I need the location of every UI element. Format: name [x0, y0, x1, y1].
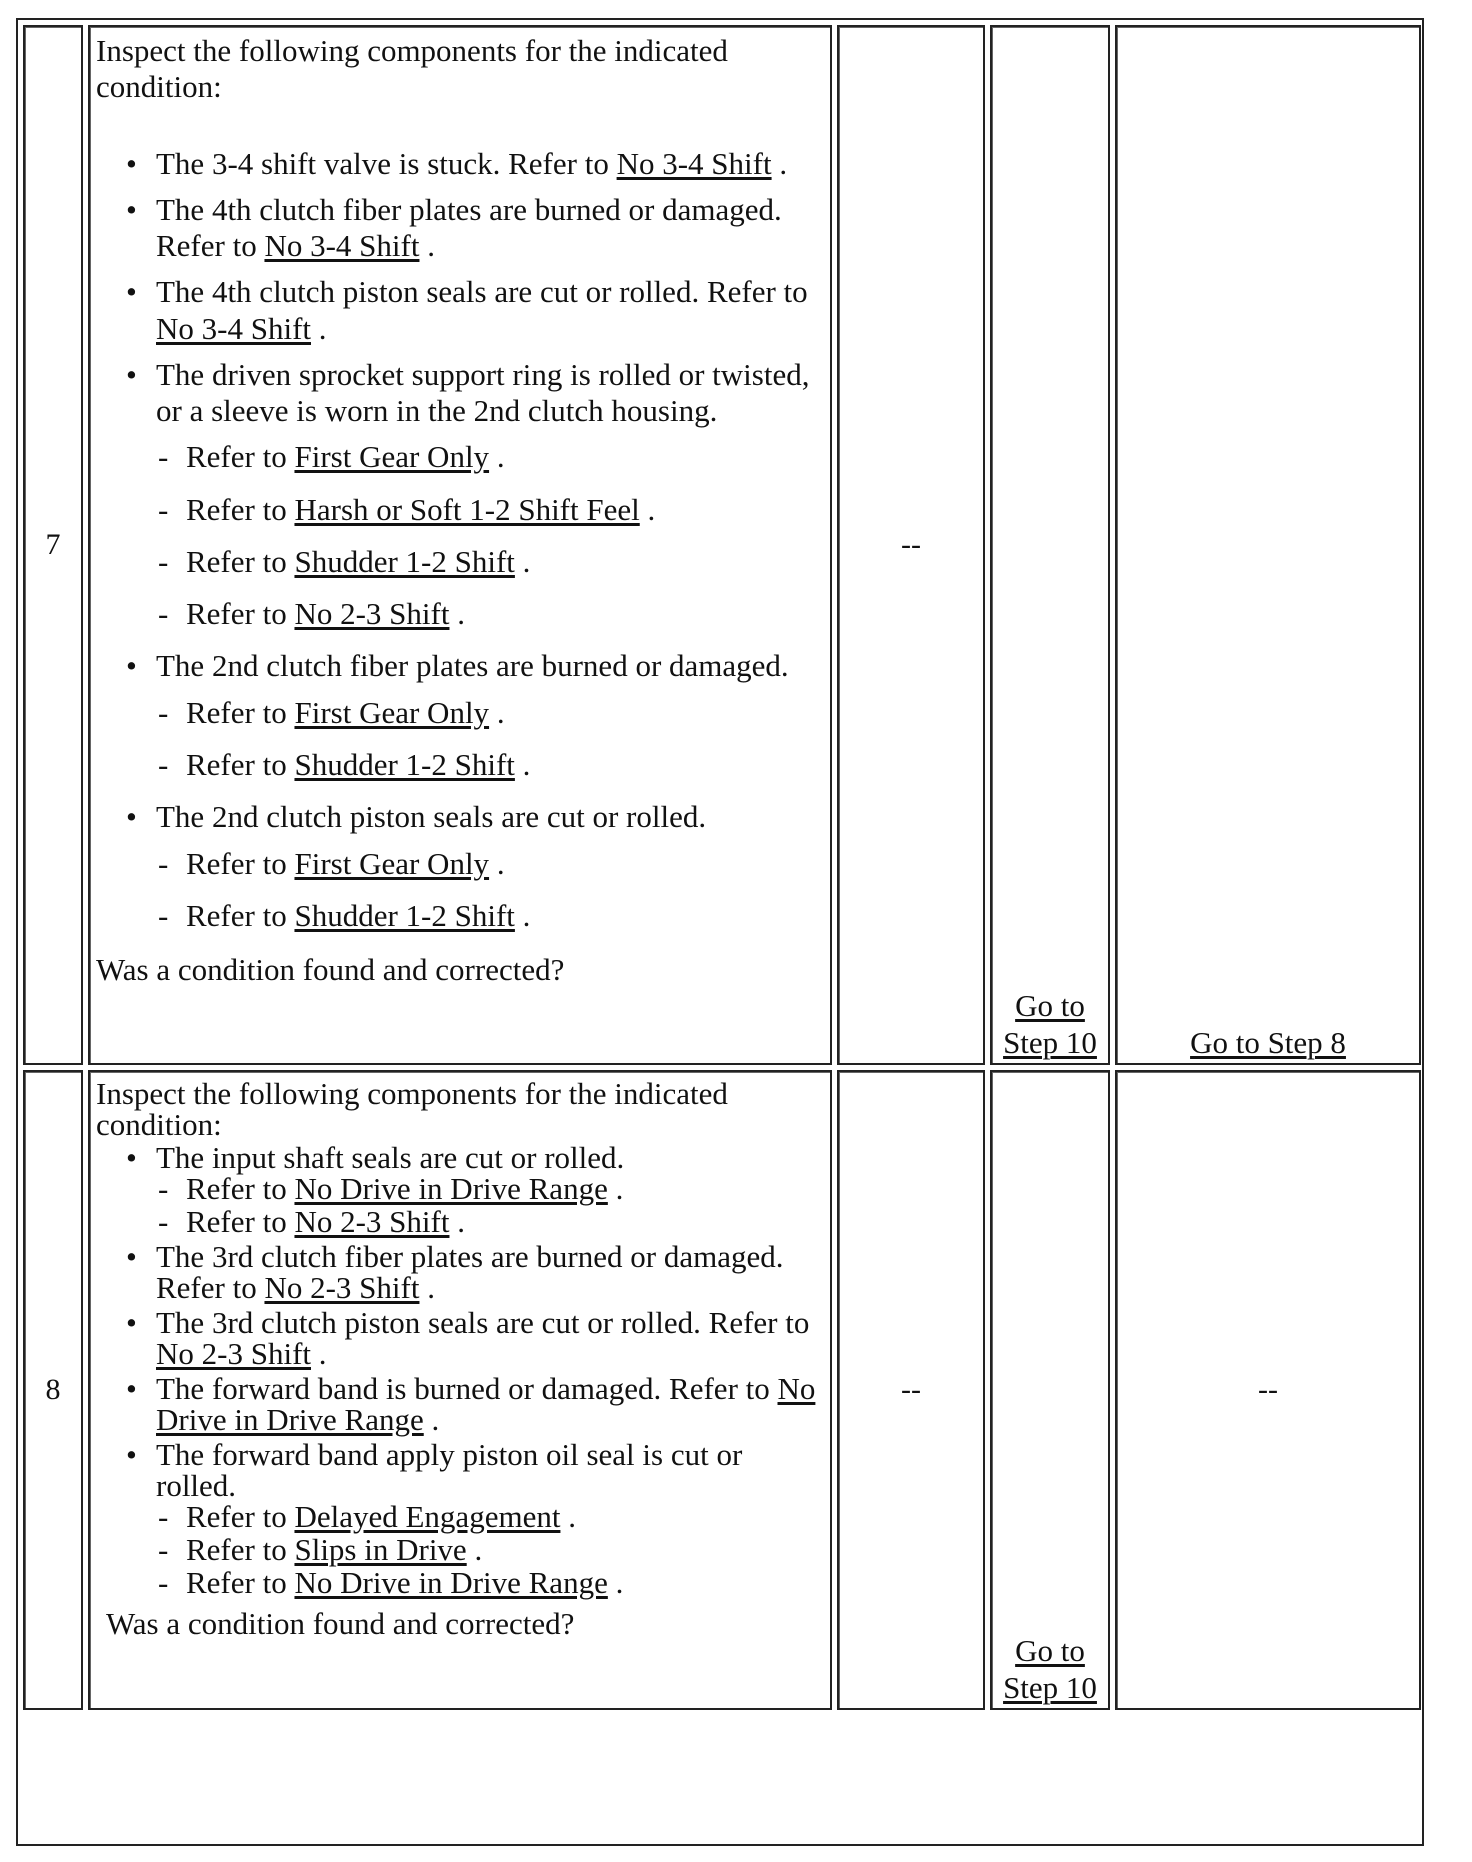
- reference-item: - Refer to No 2-3 Shift .: [186, 1206, 824, 1237]
- step-row-8: [23, 1070, 1421, 1710]
- diagnostic-steps-table: [18, 20, 1426, 1715]
- link-no-drive-in-drive-range[interactable]: No Drive in Drive Range: [294, 1565, 608, 1600]
- step-value: --: [837, 25, 985, 1065]
- link-no-3-4-shift[interactable]: No 3-4 Shift: [616, 145, 772, 181]
- reference-item: - Refer to First Gear Only .: [186, 695, 824, 731]
- link-no-2-3-shift[interactable]: No 2-3 Shift: [156, 1336, 311, 1371]
- reference-item: - Refer to Shudder 1-2 Shift .: [186, 544, 824, 580]
- list-item: • The 4th clutch fiber plates are burned or damaged. Refer to No 3-4 Shift .: [156, 192, 824, 265]
- list-item: • The 4th clutch piston seals are cut or rolled. Refer to No 3-4 Shift .: [156, 274, 824, 347]
- reference-item: - Refer to Harsh or Soft 1-2 Shift Feel .: [186, 492, 824, 528]
- link-shudder-1-2-shift[interactable]: Shudder 1-2 Shift: [294, 897, 515, 933]
- reference-item: - Refer to No 2-3 Shift .: [186, 596, 824, 632]
- link-no-drive-in-drive-range[interactable]: No Drive in Drive Range: [156, 1371, 816, 1437]
- link-slips-in-drive[interactable]: Slips in Drive: [294, 1532, 467, 1567]
- procedure-table-frame: [16, 18, 1424, 1846]
- link-first-gear-only[interactable]: First Gear Only: [294, 439, 490, 475]
- reference-item: - Refer to Shudder 1-2 Shift .: [186, 747, 824, 783]
- link-first-gear-only[interactable]: First Gear Only: [294, 845, 490, 881]
- link-no-3-4-shift[interactable]: No 3-4 Shift: [156, 310, 311, 346]
- step-action: [88, 1070, 832, 1710]
- step-value: --: [837, 1070, 985, 1710]
- link-first-gear-only[interactable]: First Gear Only: [294, 694, 490, 730]
- no-action-cell: --: [1115, 1070, 1421, 1710]
- step-question: Was a condition found and corrected?: [96, 952, 565, 988]
- step-question: Was a condition found and corrected?: [106, 1606, 575, 1641]
- link-harsh-or-soft-1-2-shift-feel[interactable]: Harsh or Soft 1-2 Shift Feel: [294, 491, 640, 527]
- link-no-2-3-shift[interactable]: No 2-3 Shift: [294, 596, 450, 632]
- step-row-7: [23, 25, 1421, 1065]
- step-action: [88, 25, 832, 1065]
- go-to-step-10-link[interactable]: Go to Step 10: [1003, 988, 1097, 1060]
- list-item: • The 3rd clutch piston seals are cut or rolled. Refer to No 2-3 Shift .: [156, 1307, 824, 1369]
- reference-list: [156, 439, 824, 632]
- reference-item: - Refer to Delayed Engagement .: [186, 1501, 824, 1532]
- list-item: • The 3rd clutch fiber plates are burned or damaged. Refer to No 2-3 Shift .: [156, 1241, 824, 1303]
- reference-item: - Refer to First Gear Only .: [186, 846, 824, 882]
- reference-list: [156, 1501, 824, 1598]
- go-to-step-8-link[interactable]: Go to Step 8: [1190, 1024, 1346, 1060]
- reference-item: - Refer to Shudder 1-2 Shift .: [186, 898, 824, 934]
- list-item: • The 3-4 shift valve is stuck. Refer to No 3-4 Shift .: [156, 146, 824, 182]
- link-no-drive-in-drive-range[interactable]: No Drive in Drive Range: [294, 1171, 608, 1206]
- link-no-2-3-shift[interactable]: No 2-3 Shift: [294, 1204, 450, 1239]
- link-no-3-4-shift[interactable]: No 3-4 Shift: [264, 228, 420, 264]
- reference-item: - Refer to Slips in Drive .: [186, 1534, 824, 1565]
- yes-action-cell: [990, 1070, 1110, 1710]
- step-intro: Inspect the following components for the indicated condition:: [96, 33, 728, 105]
- yes-action-cell: [990, 25, 1110, 1065]
- link-shudder-1-2-shift[interactable]: Shudder 1-2 Shift: [294, 746, 515, 782]
- reference-item: - Refer to First Gear Only .: [186, 439, 824, 475]
- list-item: • The 2nd clutch fiber plates are burned or damaged. - Refer to First Gear Only . - Refer to Shudder 1-2 Shift .: [156, 648, 824, 783]
- condition-list: [96, 146, 824, 935]
- list-item: • The forward band apply piston oil seal is cut or rolled. - Refer to Delayed Engagement . - Refer to Slips in Drive . - Refer to No Drive in Drive Range .: [156, 1439, 824, 1598]
- link-shudder-1-2-shift[interactable]: Shudder 1-2 Shift: [294, 543, 515, 579]
- no-action-cell: [1115, 25, 1421, 1065]
- link-delayed-engagement[interactable]: Delayed Engagement: [294, 1499, 561, 1534]
- step-number: 8: [23, 1070, 83, 1710]
- step-intro: Inspect the following components for the indicated condition:: [96, 1076, 728, 1142]
- list-item: • The input shaft seals are cut or rolled. - Refer to No Drive in Drive Range . - Refer to No 2-3 Shift .: [156, 1142, 824, 1237]
- step-number: 7: [23, 25, 83, 1065]
- link-no-2-3-shift[interactable]: No 2-3 Shift: [264, 1270, 420, 1305]
- list-item: • The forward band is burned or damaged. Refer to No Drive in Drive Range .: [156, 1373, 824, 1435]
- reference-item: - Refer to No Drive in Drive Range .: [186, 1567, 824, 1598]
- go-to-step-10-link[interactable]: Go to Step 10: [1003, 1633, 1097, 1705]
- list-item: • The 2nd clutch piston seals are cut or rolled. - Refer to First Gear Only . - Refer to Shudder 1-2 Shift .: [156, 799, 824, 934]
- condition-list: [96, 1142, 824, 1598]
- reference-list: [156, 846, 824, 935]
- reference-list: [156, 695, 824, 784]
- list-item: • The driven sprocket support ring is rolled or twisted, or a sleeve is worn in the 2nd clutch housing. - Refer to First Gear Only . - Refer to Harsh or Soft 1-2 Shift Feel . - Refer to Shudder 1-2 Shift . - Refer to No 2-3 Shift .: [156, 357, 824, 633]
- reference-list: [156, 1173, 824, 1237]
- reference-item: - Refer to No Drive in Drive Range .: [186, 1173, 824, 1204]
